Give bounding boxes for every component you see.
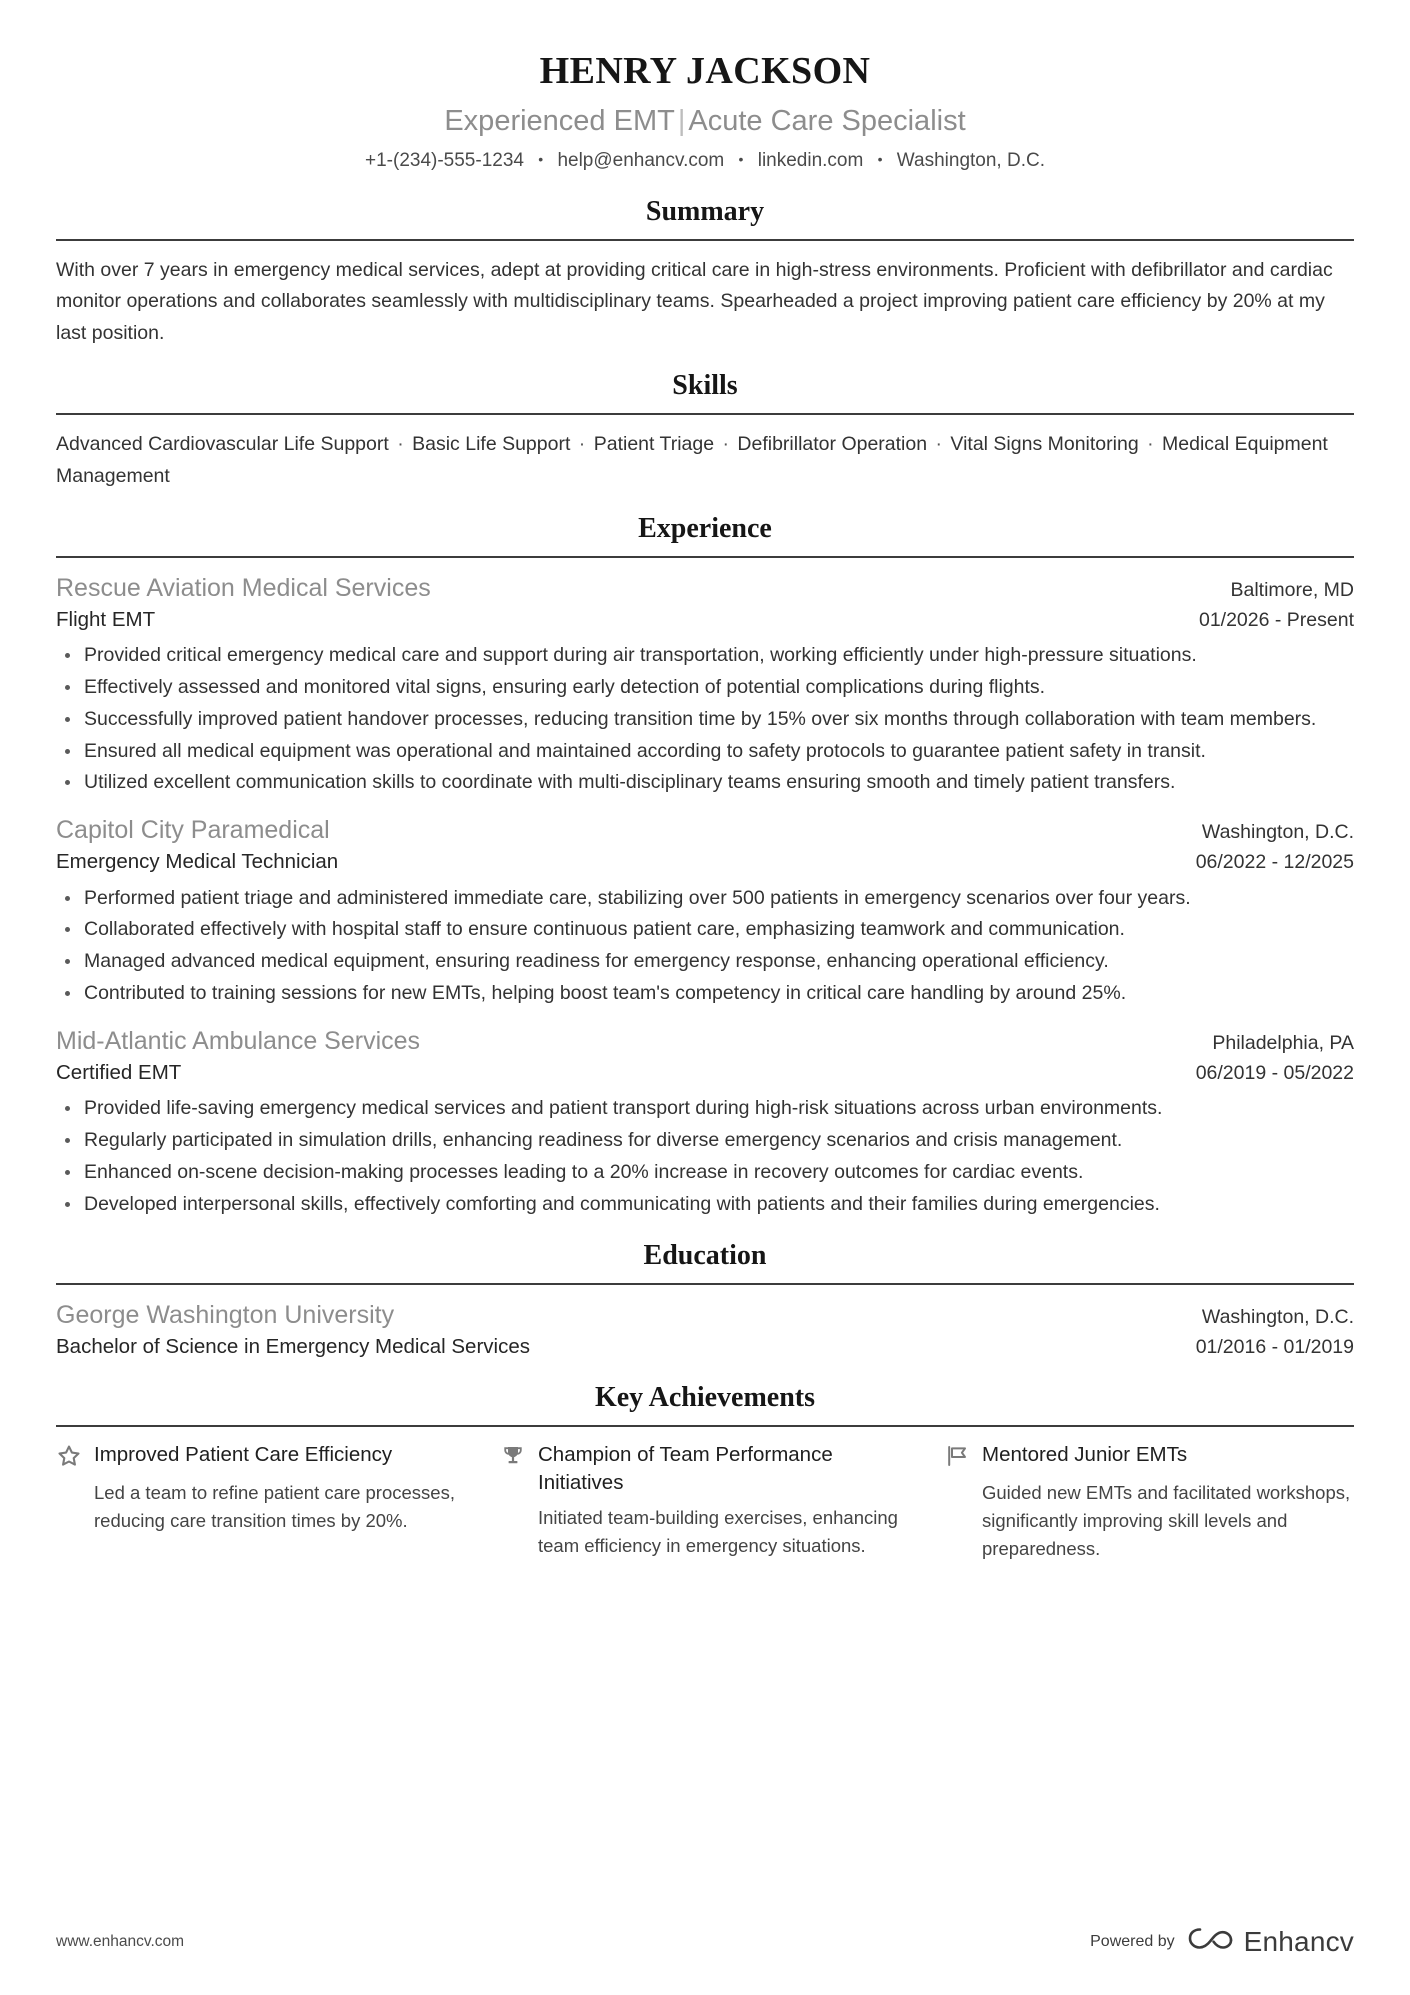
section-rule: [56, 413, 1354, 415]
entry-bullet-list: [56, 883, 1354, 1009]
achievement-description: Led a team to refine patient care processes, reducing care transition times by 20%.: [94, 1482, 455, 1532]
bullet-item: Regularly participated in simulation drills, enhancing readiness for diverse emergency scenarios and crisis management.: [56, 1125, 1354, 1156]
entry-dates: 06/2022 - 12/2025: [1195, 850, 1354, 873]
education-entries: [56, 1299, 1354, 1361]
achievement-header: [500, 1441, 910, 1497]
section-key-achievements: [56, 1381, 1354, 1563]
entry-top-row: [56, 814, 1354, 848]
headline-divider: |: [677, 104, 686, 137]
entry-bottom-row: [56, 848, 1354, 877]
bullet-item: Effectively assessed and monitored vital signs, ensuring early detection of potential complications during flights.: [56, 672, 1354, 703]
bullet-item: Developed interpersonal skills, effectively comforting and communicating with patients and their families during emergencies.: [56, 1189, 1354, 1220]
achievement-header: [944, 1441, 1354, 1472]
bullet-item: Contributed to training sessions for new EMTs, helping boost team's competency in critical care handling by around 25%.: [56, 978, 1354, 1009]
professional-headline: [56, 104, 1354, 139]
entry-role: Certified EMT: [56, 1060, 182, 1084]
entry-top-row: [56, 1299, 1354, 1333]
entry-bottom-row: [56, 1059, 1354, 1088]
entry-location: Washington, D.C.: [1201, 1306, 1354, 1329]
skill-item: Medical Equipment Management: [56, 433, 1328, 487]
entry-dates: 06/2019 - 05/2022: [1195, 1061, 1354, 1084]
entry: [56, 1299, 1354, 1361]
section-education: [56, 1239, 1354, 1361]
entry-top-row: [56, 1025, 1354, 1059]
section-rule: [56, 239, 1354, 241]
experience-entries: [56, 572, 1354, 1220]
skill-separator: ·: [573, 433, 591, 455]
section-title-summary: Summary: [645, 196, 765, 228]
entry-role: Flight EMT: [56, 607, 156, 631]
footer-website-url[interactable]: www.enhancv.com: [56, 1932, 185, 1950]
section-skills: [56, 369, 1354, 492]
achievement-item: [56, 1441, 500, 1563]
bullet-item: Successfully improved patient handover processes, reducing transition time by 15% over six months through collaboration with team members.: [56, 704, 1354, 735]
page-footer: [56, 1926, 1354, 1957]
contact-location: Washington, D.C.: [896, 150, 1045, 172]
achievement-title: Champion of Team Performance Initiatives: [538, 1443, 833, 1494]
section-summary: [56, 195, 1354, 349]
skill-item: Vital Signs Monitoring: [950, 433, 1139, 455]
contact-separator: •: [738, 151, 744, 168]
section-experience: [56, 512, 1354, 1219]
resume-header: [56, 36, 1354, 175]
entry-bottom-row: [56, 606, 1354, 635]
skill-separator: ·: [391, 433, 410, 455]
skill-item: Patient Triage: [593, 433, 715, 455]
section-rule: [56, 556, 1354, 558]
entry-organization: Mid-Atlantic Ambulance Services: [56, 1026, 421, 1055]
entry-organization: Capitol City Paramedical: [56, 816, 330, 845]
entry-bullet-list: [56, 1093, 1354, 1219]
contact-separator: •: [538, 151, 544, 168]
contact-line: [56, 148, 1354, 175]
entry-location: Washington, D.C.: [1201, 821, 1354, 844]
contact-email[interactable]: help@enhancv.com: [557, 150, 725, 172]
bullet-item: Ensured all medical equipment was operational and maintained according to safety protocols to guarantee patient safety in transit.: [56, 736, 1354, 767]
page-title: HENRY JACKSON: [539, 50, 871, 92]
star-icon: [56, 1441, 82, 1472]
bullet-item: Performed patient triage and administered immediate care, stabilizing over 500 patients in emergency scenarios over four years.: [56, 883, 1354, 914]
achievement-item: [944, 1441, 1354, 1563]
bullet-item: Utilized excellent communication skills to coordinate with multi-disciplinary teams ensuring smooth and timely patient transfers.: [56, 767, 1354, 798]
section-rule: [56, 1425, 1354, 1427]
bullet-item: Collaborated effectively with hospital staff to ensure continuous patient care, emphasizing teamwork and communication.: [56, 914, 1354, 945]
bullet-item: Provided critical emergency medical care and support during air transportation, working efficiently under high-pressure situations.: [56, 640, 1354, 671]
skill-separator: ·: [930, 433, 948, 455]
section-title-education: Education: [643, 1240, 767, 1272]
headline-right: Acute Care Specialist: [688, 104, 966, 137]
contact-separator: •: [877, 151, 883, 168]
bullet-item: Managed advanced medical equipment, ensuring readiness for emergency response, enhancing operational efficiency.: [56, 946, 1354, 977]
entry: [56, 1025, 1354, 1220]
achievement-header: [56, 1441, 466, 1472]
entry-organization: George Washington University: [56, 1301, 395, 1330]
achievement-title: Improved Patient Care Efficiency: [94, 1443, 393, 1467]
entry-location: Philadelphia, PA: [1212, 1031, 1354, 1054]
enhancv-logo: [1187, 1926, 1354, 1957]
skill-separator: ·: [717, 433, 735, 455]
trophy-icon: [500, 1441, 526, 1472]
enhancv-wordmark: Enhancv: [1243, 1925, 1354, 1957]
entry-bullet-list: [56, 640, 1354, 798]
entry-bottom-row: [56, 1333, 1354, 1362]
powered-by-label: Powered by: [1090, 1932, 1175, 1950]
entry: [56, 572, 1354, 798]
entry-location: Baltimore, MD: [1230, 578, 1354, 601]
bullet-item: Enhanced on-scene decision-making processes leading to a 20% increase in recovery outcomes for cardiac events.: [56, 1157, 1354, 1188]
achievement-item: [500, 1441, 944, 1563]
section-title-experience: Experience: [638, 513, 772, 545]
achievements-grid: [56, 1441, 1354, 1563]
entry-role: Emergency Medical Technician: [56, 849, 339, 873]
bullet-item: Provided life-saving emergency medical services and patient transport during high-risk situations across urban environments.: [56, 1093, 1354, 1124]
flag-icon: [944, 1441, 970, 1472]
entry-organization: Rescue Aviation Medical Services: [56, 573, 431, 602]
achievement-title: Mentored Junior EMTs: [982, 1443, 1188, 1467]
entry-top-row: [56, 572, 1354, 606]
entry-dates: 01/2026 - Present: [1198, 608, 1354, 631]
skill-item: Defibrillator Operation: [737, 433, 928, 455]
contact-phone[interactable]: +1-(234)-555-1234: [365, 150, 524, 172]
entry: [56, 814, 1354, 1009]
entry-dates: 01/2016 - 01/2019: [1195, 1335, 1354, 1358]
section-title-skills: Skills: [672, 370, 738, 402]
section-title-achievements: Key Achievements: [594, 1382, 816, 1414]
entry-role: Bachelor of Science in Emergency Medical Services: [56, 1334, 530, 1358]
skill-separator: ·: [1141, 433, 1160, 455]
section-rule: [56, 1283, 1354, 1285]
skill-item: Basic Life Support: [412, 433, 571, 455]
skill-item: Advanced Cardiovascular Life Support: [56, 433, 389, 455]
infinity-heart-icon: [1187, 1926, 1235, 1957]
contact-linkedin[interactable]: linkedin.com: [757, 150, 864, 172]
headline-left: Experienced EMT: [444, 104, 675, 137]
footer-branding: [1090, 1926, 1354, 1957]
skills-list: [56, 429, 1354, 492]
achievement-description: Guided new EMTs and facilitated workshops, significantly improving skill levels and preparedness.: [982, 1482, 1351, 1560]
achievement-description: Initiated team-building exercises, enhancing team efficiency in emergency situations.: [538, 1506, 898, 1556]
summary-text: With over 7 years in emergency medical services, adept at providing critical care in high-stress environments. Proficient with defibrillator and cardiac monitor operations and collaborates seamlessly with multidisciplinary teams. Spearheaded a project improving patient care efficiency by 20% at my last position.: [56, 258, 1333, 344]
